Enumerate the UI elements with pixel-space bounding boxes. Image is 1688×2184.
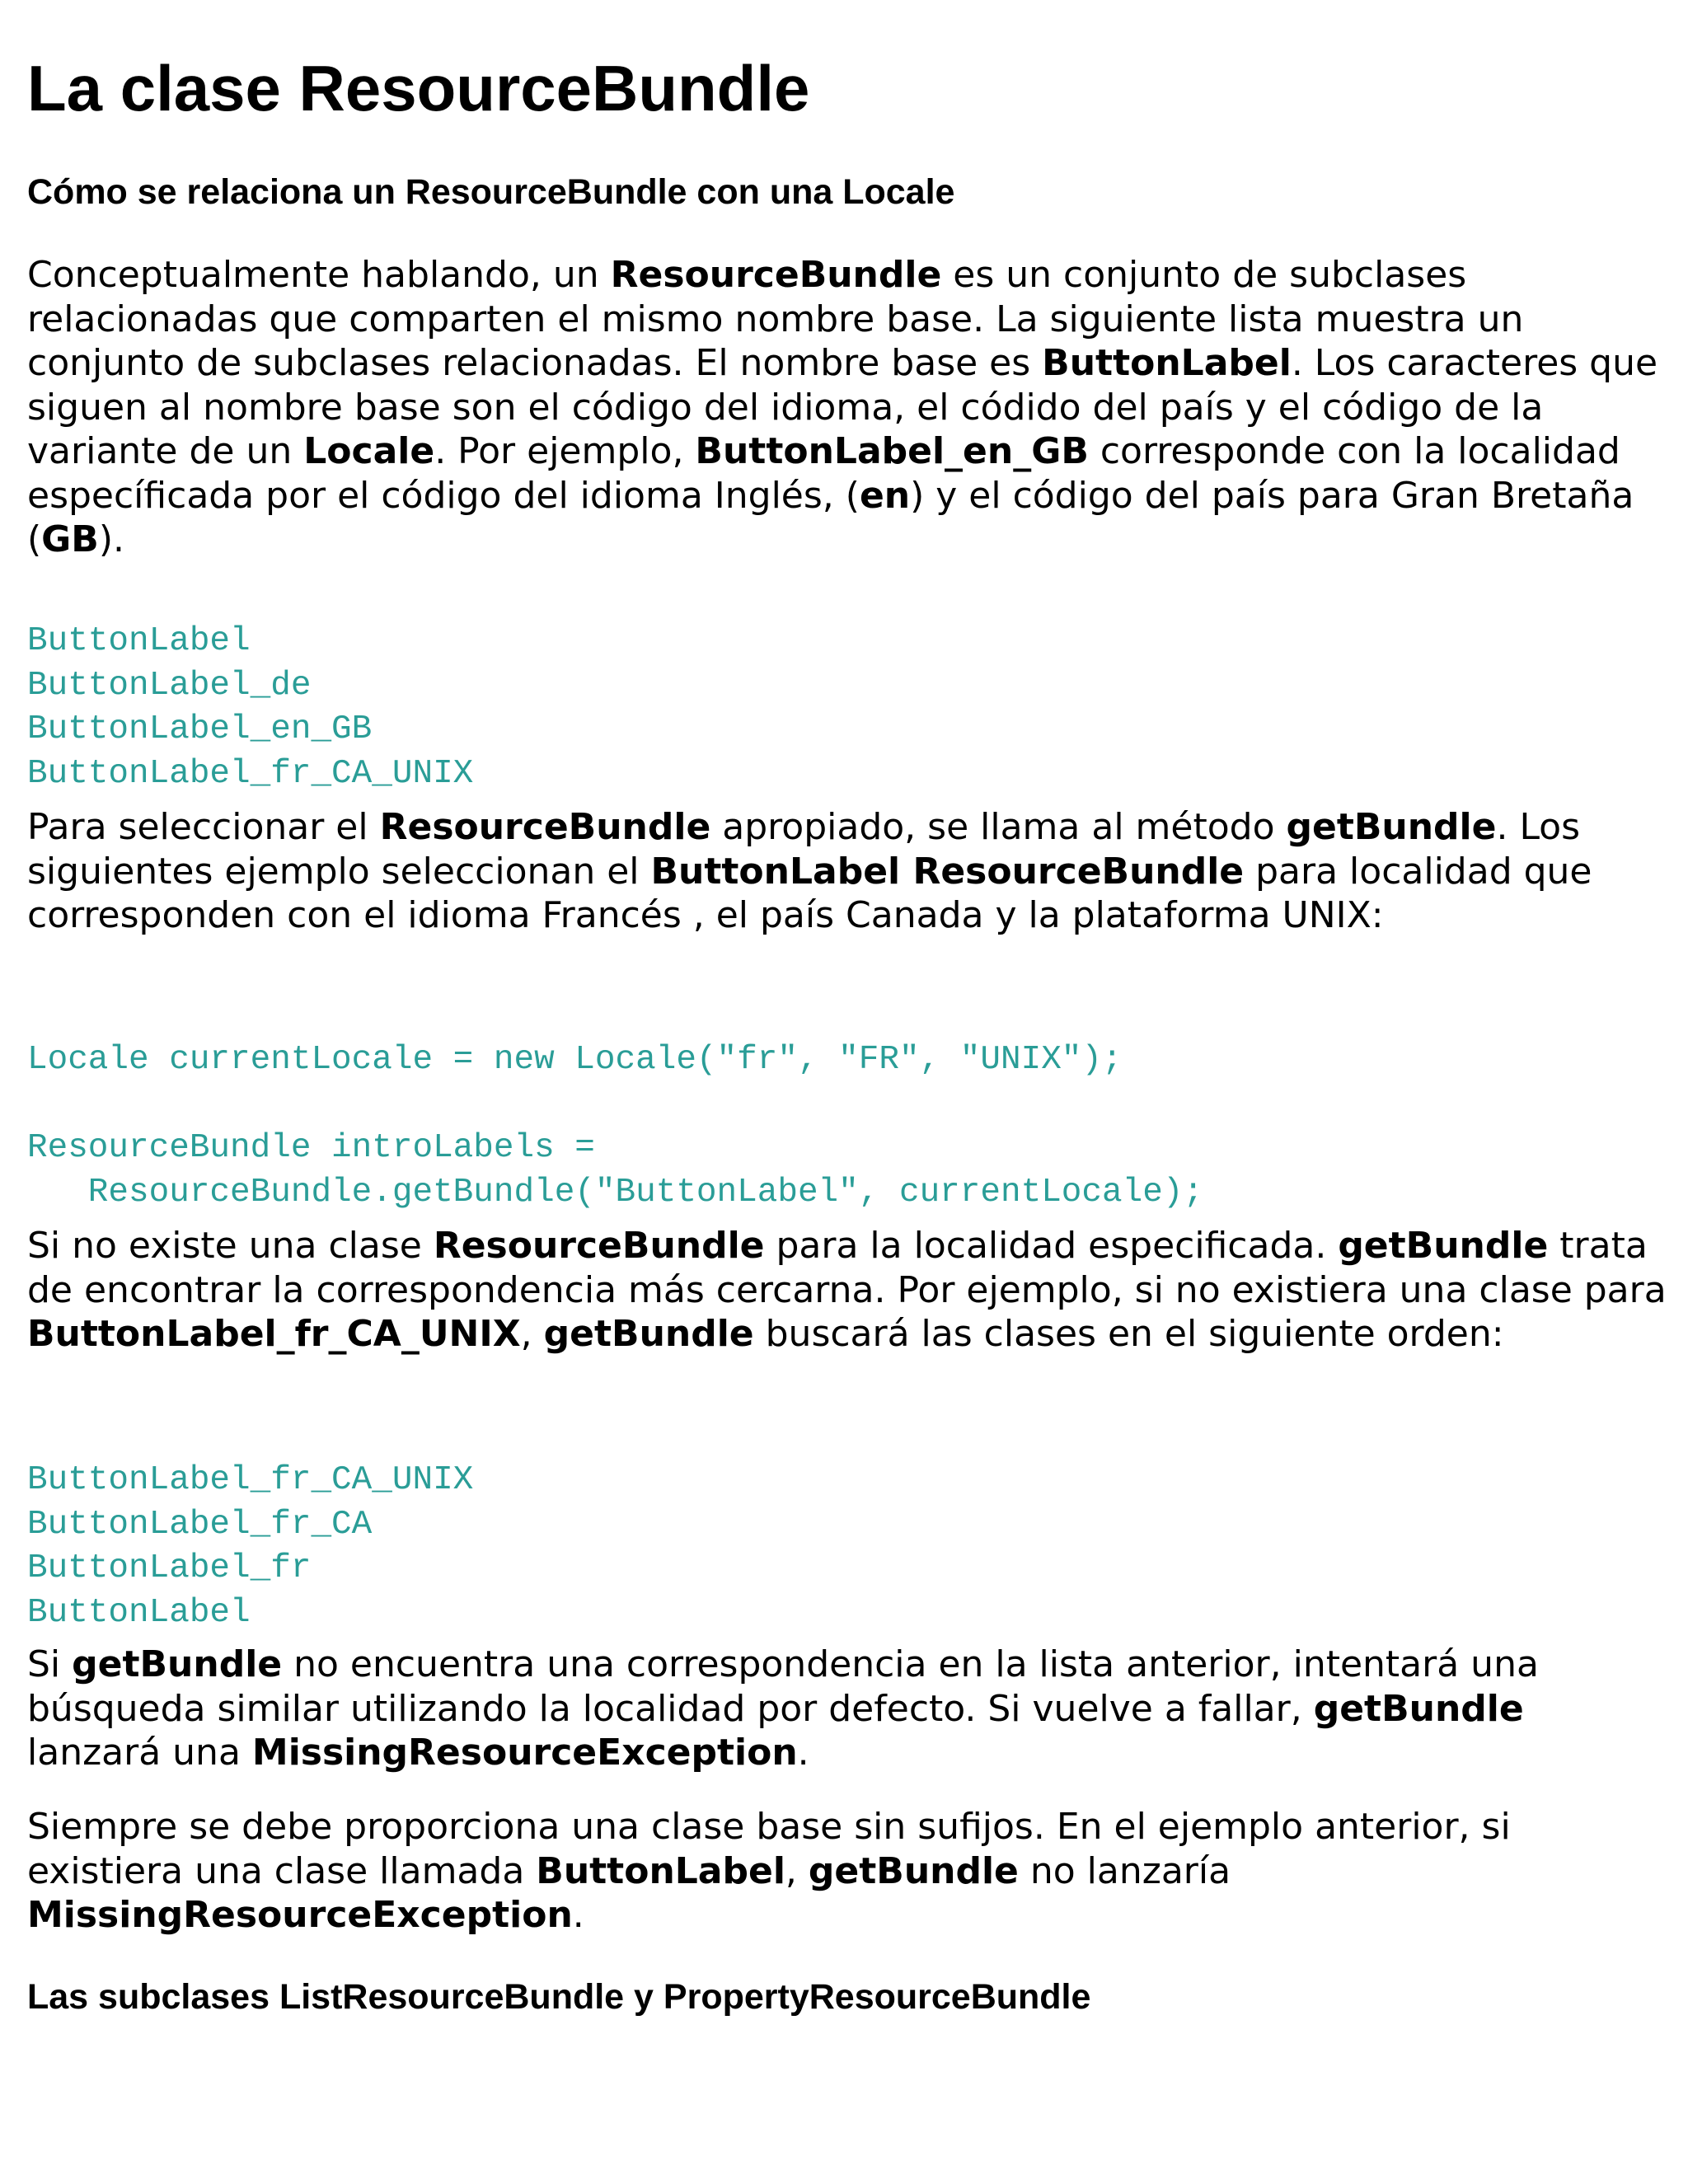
text-run: . (797, 1732, 809, 1774)
text-run: , (520, 1313, 544, 1355)
text-run: lanzará una (27, 1732, 252, 1774)
text-run: Si (27, 1643, 73, 1685)
text-run: para la localidad especificada. (764, 1225, 1339, 1267)
paragraph-base-class (27, 1805, 1667, 1938)
bold-term: en (859, 474, 911, 517)
code-block-search-order (27, 1459, 473, 1635)
text-run: ) y el código del país para Gran Bretaña ( (27, 474, 1634, 560)
bold-term: ButtonLabel (536, 1849, 785, 1892)
bold-term: ResourceBundle (433, 1225, 765, 1267)
paragraph-concept (27, 253, 1667, 562)
section-heading-subclasses: Las subclases ListResourceBundle y PropertyResourceBundle (27, 1977, 1091, 2017)
code-block-getbundle-example (27, 1038, 1203, 1215)
bold-term: ResourceBundle (379, 806, 711, 848)
text-run: corresponde con la localidad específicada por el código del idioma Inglés, ( (27, 430, 1620, 517)
code-line: ButtonLabel (27, 1593, 251, 1632)
bold-term: getBundle (1313, 1687, 1524, 1730)
bold-term: GB (41, 518, 99, 560)
paragraph-missing-resource (27, 1643, 1667, 1775)
text-run: , (785, 1849, 809, 1892)
code-line: Locale currentLocale = new Locale("fr", "FR", "UNIX"); (27, 1041, 1123, 1079)
bold-term: MissingResourceException (251, 1732, 798, 1774)
text-run: Siempre se debe proporciona una clase base sin sufijos. En el ejemplo anterior, si existiera una clase llamada (27, 1806, 1511, 1892)
text-run: no lanzaría (1018, 1849, 1231, 1892)
bold-term: getBundle (808, 1849, 1019, 1892)
code-line: ButtonLabel_fr_CA_UNIX (27, 754, 474, 793)
text-run: trata de encontrar la correspondencia más cercarna. Por ejemplo, si no existiera una clase para (27, 1225, 1667, 1311)
code-block-subclasses (27, 620, 473, 796)
code-line: ButtonLabel_fr_CA (27, 1505, 373, 1544)
text-run: . Los caracteres que siguen al nombre base son el código del idioma, el códido del país y el código de la variante de un (27, 342, 1658, 472)
code-line: ButtonLabel_fr (27, 1549, 312, 1587)
text-run: Conceptualmente hablando, un (27, 254, 611, 296)
text-run: Si no existe una clase (27, 1225, 434, 1267)
bold-term: ButtonLabel (1042, 342, 1292, 384)
code-line: ButtonLabel_fr_CA_UNIX (27, 1461, 474, 1499)
bold-term: getBundle (72, 1643, 283, 1685)
bold-term: getBundle (543, 1313, 754, 1355)
text-run: es un conjunto de subclases relacionadas que comparten el mismo nombre base. La siguiente lista muestra un conjunto de subclases relacionadas. El nombre base es (27, 254, 1524, 384)
code-line: ButtonLabel_en_GB (27, 710, 373, 748)
bold-term: ResourceBundle (610, 254, 942, 296)
text-run: para localidad que corresponden con el idioma Francés , el país Canada y la plataforma UNIX: (27, 850, 1592, 936)
code-line: ResourceBundle.getBundle("ButtonLabel", currentLocale); (27, 1173, 1204, 1212)
text-run: . Por ejemplo, (434, 430, 696, 472)
paragraph-closest-match (27, 1224, 1667, 1357)
text-run: ). (98, 518, 124, 560)
bold-term: MissingResourceException (27, 1894, 573, 1936)
bold-term: ButtonLabel ResourceBundle (650, 850, 1245, 893)
section-heading-resourcebundle-locale: Cómo se relaciona un ResourceBundle con una Locale (27, 172, 955, 212)
text-run: no encuentra una correspondencia en la lista anterior, intentará una búsqueda similar utilizando la localidad por defecto. Si vuelve a fallar, (27, 1643, 1539, 1730)
bold-term: getBundle (1338, 1225, 1549, 1267)
code-line (27, 1083, 1203, 1127)
text-run: . (572, 1894, 584, 1936)
text-run: . Los siguientes ejemplo seleccionan el (27, 806, 1581, 893)
code-line: ButtonLabel_de (27, 666, 312, 705)
code-line: ResourceBundle introLabels = (27, 1129, 595, 1167)
bold-term: ButtonLabel_en_GB (695, 430, 1089, 472)
bold-term: getBundle (1286, 806, 1497, 848)
text-run: apropiado, se llama al método (710, 806, 1287, 848)
text-run: Para seleccionar el (27, 806, 380, 848)
paragraph-getbundle-select (27, 805, 1667, 938)
page-title: La clase ResourceBundle (27, 52, 810, 124)
bold-term: Locale (303, 430, 435, 472)
bold-term: ButtonLabel_fr_CA_UNIX (27, 1313, 521, 1355)
code-line: ButtonLabel (27, 622, 251, 660)
text-run: buscará las clases en el siguiente orden: (753, 1313, 1504, 1355)
